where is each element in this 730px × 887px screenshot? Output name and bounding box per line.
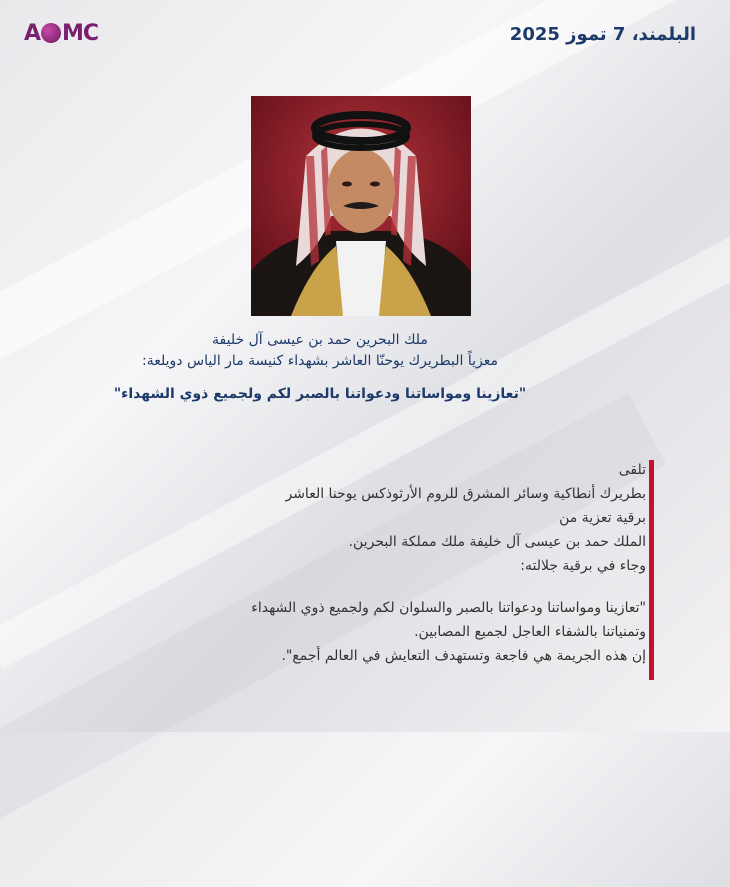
accent-bar xyxy=(649,460,654,680)
globe-icon xyxy=(41,23,61,43)
body-line: وجاء في برقية جلالته: xyxy=(520,558,646,574)
body-line: وتمنياتنا بالشفاء العاجل لجميع المصابين. xyxy=(414,624,646,640)
body-line: برقية تعزية من xyxy=(559,510,646,526)
caption-line-1: ملك البحرين حمد بن عيسى آل خليفة xyxy=(212,332,428,348)
body-line: الملك حمد بن عيسى آل خليفة ملك مملكة البحرين. xyxy=(348,534,646,550)
caption-line-2: معزياً البطريرك يوحنّا العاشر بشهداء كنيسة مار الياس دويلعة: xyxy=(142,353,498,369)
body-line: "تعازينا ومواساتنا ودعواتنا بالصبر والسلوان لكم ولجميع ذوي الشهداء xyxy=(251,600,646,616)
body-line: إن هذه الجريمة هي فاجعة وتستهدف التعايش في العالم أجمع". xyxy=(281,648,646,664)
body-line: بطريرك أنطاكية وسائر المشرق للروم الأرثوذكس يوحنا العاشر xyxy=(285,486,646,502)
amc-logo xyxy=(24,18,98,48)
caption-quote: "تعازينا ومواساتنا ودعواتنا بالصبر لكم ولجميع ذوي الشهداء" xyxy=(113,386,527,402)
logo-text-left: A xyxy=(24,20,41,46)
article-body xyxy=(120,458,646,678)
portrait-photo xyxy=(251,96,471,316)
photo-caption xyxy=(60,330,580,402)
logo-text-right: MC xyxy=(62,20,99,46)
paragraph-gap xyxy=(120,578,646,596)
dateline: البلمند، 7 تموز 2025 xyxy=(509,24,696,45)
body-line: تلقى xyxy=(618,462,646,478)
